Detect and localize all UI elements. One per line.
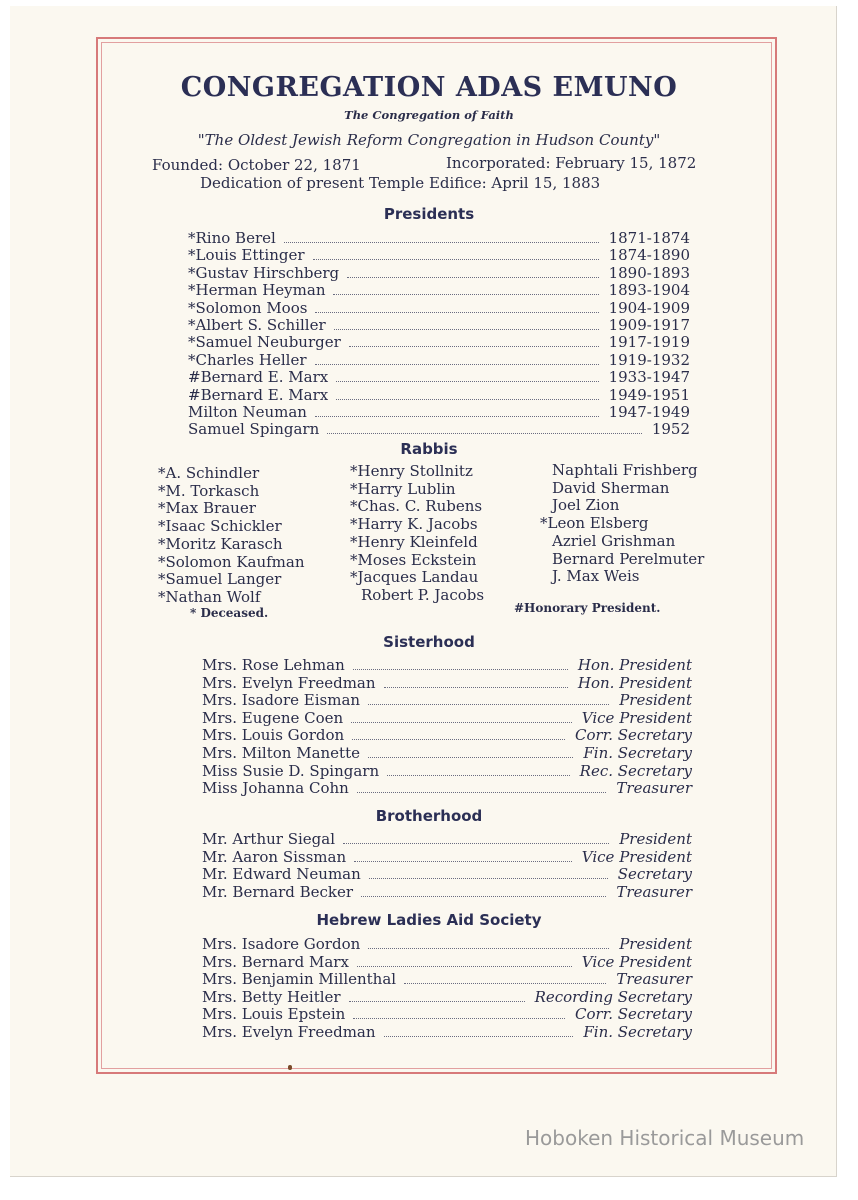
rabbi-name: Robert P. Jacobs	[361, 585, 485, 604]
incorporated-date: Incorporated: February 15, 1872	[446, 154, 697, 172]
deceased-note: * Deceased.	[190, 606, 269, 620]
president-row	[188, 299, 690, 317]
ladies-aid-row-role: Treasurer	[616, 970, 692, 989]
paper-speck	[288, 1065, 292, 1070]
rabbi-name: *Moritz Karasch	[158, 534, 283, 553]
sisterhood-row-name: Mrs. Rose Lehman	[202, 656, 345, 674]
dot-leader	[349, 990, 525, 1002]
rabbi-name: *Solomon Kaufman	[158, 552, 305, 571]
brotherhood-row-name: Mr. Arthur Siegal	[202, 830, 336, 848]
brotherhood-row-name: Mr. Edward Neuman	[202, 865, 361, 884]
ladies-aid-row-name: Mrs. Evelyn Freedman	[202, 1023, 376, 1041]
sisterhood-row	[202, 691, 692, 709]
dot-leader	[353, 658, 568, 670]
brotherhood-row	[202, 848, 692, 866]
rabbi-name: Naphtali Frishberg	[552, 461, 698, 479]
brotherhood-row-role: Vice President	[581, 847, 692, 866]
dedication-date: Dedication of present Temple Edifice: April 15, 1883	[200, 174, 601, 192]
rabbis-heading: Rabbis	[400, 440, 458, 458]
ladies-aid-row	[202, 935, 692, 953]
ladies-aid-row	[202, 988, 692, 1006]
president-row-name: *Charles Heller	[188, 350, 307, 369]
president-row-name: *Albert S. Schiller	[188, 316, 326, 334]
dot-leader	[327, 422, 642, 434]
dot-leader	[349, 335, 599, 347]
sisterhood-row	[202, 744, 692, 762]
president-row	[188, 316, 690, 334]
ladies-aid-row	[202, 1023, 692, 1041]
president-row	[188, 403, 690, 421]
rabbi-name: Bernard Perelmuter	[552, 549, 705, 568]
president-row-name: Samuel Spingarn	[188, 420, 320, 439]
president-row-years: 1917-1919	[608, 333, 690, 352]
dot-leader	[368, 693, 609, 705]
brotherhood-row-name: Mr. Aaron Sissman	[202, 847, 347, 866]
dot-leader	[284, 231, 599, 243]
president-row	[188, 246, 690, 264]
sisterhood-row-name: Mrs. Evelyn Freedman	[202, 673, 376, 692]
rabbi-name: David Sherman	[552, 478, 670, 497]
president-row-years: 1871-1874	[608, 229, 690, 247]
page-subtitle: The Congregation of Faith	[344, 108, 514, 122]
sisterhood-row	[202, 762, 692, 780]
president-row-years: 1909-1917	[608, 316, 690, 334]
brotherhood-heading: Brotherhood	[375, 807, 483, 825]
page-title: CONGREGATION ADAS EMUNO	[180, 72, 678, 103]
dot-leader	[315, 353, 599, 365]
rabbi-name: *Isaac Schickler	[158, 517, 282, 536]
dot-leader	[313, 248, 599, 260]
sisterhood-row	[202, 674, 692, 692]
president-row-name: *Solomon Moos	[188, 298, 308, 317]
president-row-name: #Bernard E. Marx	[188, 385, 329, 404]
dot-leader	[368, 746, 573, 758]
dot-leader	[361, 885, 606, 897]
dot-leader	[315, 301, 598, 313]
sisterhood-row-name: Mrs. Louis Gordon	[202, 726, 345, 745]
motto: "The Oldest Jewish Reform Congregation in Hudson County"	[197, 131, 661, 149]
president-row-name: *Herman Heyman	[188, 281, 326, 300]
sisterhood-row-role: Treasurer	[616, 779, 692, 798]
president-row-years: 1949-1951	[608, 385, 690, 404]
rabbi-name: Azriel Grishman	[552, 531, 676, 550]
honorary-note: #Honorary President.	[514, 601, 661, 615]
ladies-aid-row-role: President	[619, 935, 692, 953]
rabbi-name: *Jacques Landau	[350, 568, 479, 587]
dot-leader	[351, 711, 572, 723]
sisterhood-row-name: Mrs. Milton Manette	[202, 744, 360, 762]
president-row-years: 1947-1949	[608, 403, 690, 421]
ladies-aid-row	[202, 970, 692, 988]
rabbi-name: *Harry K. Jacobs	[350, 515, 478, 534]
dot-leader	[352, 728, 565, 740]
president-row	[188, 333, 690, 351]
ladies-aid-row-role: Fin. Secretary	[583, 1023, 692, 1041]
president-row-name: *Louis Ettinger	[188, 246, 305, 265]
dot-leader	[315, 405, 599, 417]
rabbi-name: *Max Brauer	[158, 499, 256, 518]
ladies-aid-row-name: Mrs. Benjamin Millenthal	[202, 970, 397, 989]
rabbi-name: *Henry Kleinfeld	[350, 532, 478, 551]
ladies-aid-row-role: Vice President	[581, 952, 692, 971]
ladies-aid-heading: Hebrew Ladies Aid Society	[316, 911, 542, 929]
president-row-years: 1904-1909	[608, 298, 690, 317]
dot-leader	[357, 955, 572, 967]
president-row-name: #Bernard E. Marx	[188, 368, 329, 387]
sisterhood-row-name: Mrs. Eugene Coen	[202, 708, 344, 727]
president-row-years: 1890-1893	[608, 263, 690, 282]
ladies-aid-row	[202, 1005, 692, 1023]
sisterhood-row-role: Corr. Secretary	[575, 726, 692, 745]
president-row-name: Milton Neuman	[188, 403, 307, 421]
president-row	[188, 420, 690, 438]
brotherhood-row	[202, 830, 692, 848]
rabbi-name: *Leon Elsberg	[540, 514, 649, 533]
dot-leader	[369, 867, 608, 879]
dot-leader	[357, 781, 607, 793]
dot-leader	[347, 266, 598, 278]
brotherhood-row-role: Treasurer	[616, 882, 692, 901]
rabbi-name: *Moses Eckstein	[350, 550, 477, 569]
brotherhood-row-role: President	[619, 830, 692, 848]
dot-leader	[333, 283, 598, 295]
president-row	[188, 386, 690, 404]
president-row-years: 1893-1904	[608, 281, 690, 300]
president-row-years: 1933-1947	[608, 368, 690, 387]
dot-leader	[384, 1025, 574, 1037]
brotherhood-row	[202, 883, 692, 901]
president-row-years: 1952	[651, 420, 690, 439]
dot-leader	[368, 937, 609, 949]
brotherhood-row	[202, 865, 692, 883]
rabbi-name: *Nathan Wolf	[158, 587, 261, 606]
sisterhood-heading: Sisterhood	[383, 633, 475, 651]
president-row-name: *Samuel Neuburger	[188, 333, 341, 352]
sisterhood-row-role: Rec. Secretary	[579, 761, 692, 780]
rabbi-name: *Henry Stollnitz	[350, 462, 473, 480]
president-row-name: *Rino Berel	[188, 229, 276, 247]
dot-leader	[354, 850, 572, 862]
sisterhood-row-role: Fin. Secretary	[583, 744, 692, 762]
dot-leader	[404, 972, 606, 984]
rabbi-name: Joel Zion	[552, 496, 620, 515]
president-row	[188, 368, 690, 386]
president-row-name: *Gustav Hirschberg	[188, 263, 340, 282]
sisterhood-row-role: Hon. President	[577, 673, 692, 692]
sisterhood-row-name: Mrs. Isadore Eisman	[202, 691, 361, 710]
dot-leader	[334, 318, 599, 330]
rabbi-name: J. Max Weis	[552, 567, 640, 586]
rabbi-name: *A. Schindler	[158, 464, 260, 482]
sisterhood-row	[202, 656, 692, 674]
founded-date: Founded: October 22, 1871	[152, 156, 361, 174]
sisterhood-row-name: Miss Susie D. Spingarn	[202, 761, 380, 780]
museum-watermark: Hoboken Historical Museum	[525, 1126, 805, 1150]
sisterhood-row	[202, 726, 692, 744]
sisterhood-row-role: Vice President	[581, 708, 692, 727]
dot-leader	[353, 1007, 565, 1019]
president-row	[188, 229, 690, 247]
president-row-years: 1919-1932	[608, 350, 690, 369]
dot-leader	[387, 764, 570, 776]
dot-leader	[343, 832, 609, 844]
president-row	[188, 351, 690, 369]
ladies-aid-row-name: Mrs. Isadore Gordon	[202, 935, 361, 953]
rabbi-name: *M. Torkasch	[158, 481, 260, 500]
ladies-aid-row-name: Mrs. Louis Epstein	[202, 1005, 346, 1024]
presidents-heading: Presidents	[383, 205, 475, 223]
president-row-years: 1874-1890	[608, 246, 690, 265]
ladies-aid-row-name: Mrs. Betty Heitler	[202, 987, 341, 1006]
ladies-aid-row-role: Recording Secretary	[534, 987, 692, 1006]
dot-leader	[336, 370, 598, 382]
ladies-aid-row	[202, 953, 692, 971]
rabbi-name: *Samuel Langer	[158, 570, 282, 589]
rabbi-name: *Harry Lublin	[350, 479, 456, 498]
brotherhood-row-role: Secretary	[617, 865, 692, 884]
ladies-aid-row-role: Corr. Secretary	[575, 1005, 692, 1024]
brotherhood-row-name: Mr. Bernard Becker	[202, 882, 354, 901]
dot-leader	[336, 388, 598, 400]
president-row	[188, 264, 690, 282]
rabbi-name: *Chas. C. Rubens	[350, 497, 483, 516]
president-row	[188, 281, 690, 299]
dot-leader	[384, 676, 568, 688]
sisterhood-row-role: Hon. President	[577, 656, 692, 674]
ladies-aid-row-name: Mrs. Bernard Marx	[202, 952, 349, 971]
sisterhood-row	[202, 709, 692, 727]
sisterhood-row	[202, 779, 692, 797]
sisterhood-row-role: President	[619, 691, 692, 710]
sisterhood-row-name: Miss Johanna Cohn	[202, 779, 349, 798]
